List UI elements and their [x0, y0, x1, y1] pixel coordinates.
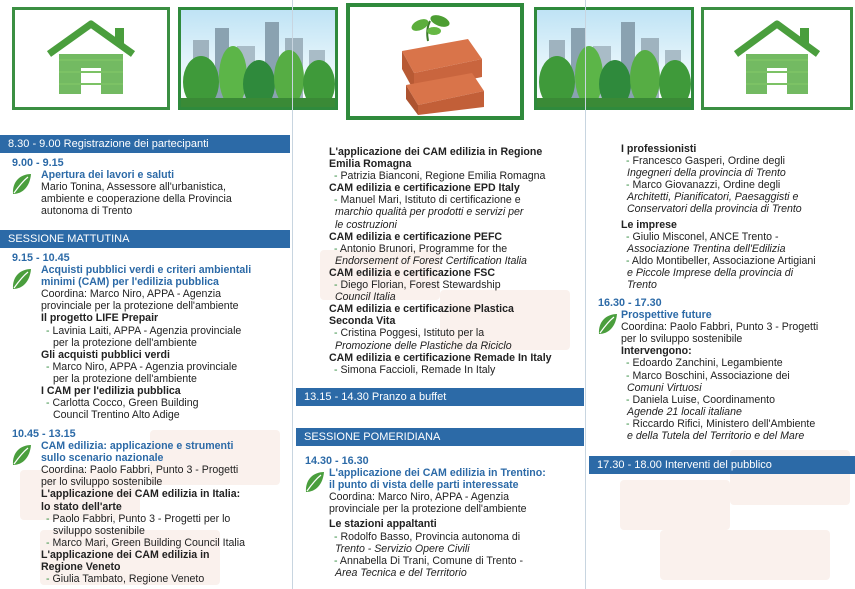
speaker-line: - Lavinia Laiti, APPA - Agenzia provinciale	[46, 324, 242, 337]
session-title: sullo scenario nazionale	[41, 452, 164, 465]
coordinator-line: Coordina: Marco Niro, APPA - Agenzia	[329, 491, 509, 504]
header-banner	[0, 0, 855, 120]
session-title: CAM edilizia: applicazione e strumenti	[41, 440, 234, 453]
stakeholders-block	[621, 143, 853, 291]
speaker-line: Agende 21 locali italiane	[627, 405, 742, 418]
speaker-line: Council Trentino Alto Adige	[53, 409, 180, 422]
leaf-icon	[10, 443, 32, 467]
speaker-line: - Manuel Mari, Istituto di certificazione e	[334, 194, 521, 207]
talk-title: CAM edilizia e certificazione FSC	[329, 266, 496, 279]
speaker-line: Associazione Trentina dell'Edilizia	[627, 242, 786, 255]
speaker-line: Trento - Servizio Opere Civili	[335, 542, 470, 555]
talk-title: CAM edilizia e certificazione EPD Italy	[329, 182, 520, 195]
morning-session-bar: SESSIONE MATTUTINA	[0, 230, 290, 248]
talk-title: L'applicazione dei CAM edilizia in Regione	[329, 146, 543, 158]
talk-title: I CAM per l'edilizia pubblica	[41, 385, 181, 398]
speaker-line: Area Tecnica e del Territorio	[335, 566, 467, 579]
leaf-icon	[303, 470, 325, 494]
speaker-line: e Piccole Imprese della provincia di	[627, 266, 794, 279]
brick-watermark	[620, 480, 730, 530]
speaker-line: Mario Tonina, Assessore all'urbanistica,	[41, 181, 226, 194]
speaker-line: Architetti, Pianificatori, Paesaggisti e	[627, 191, 799, 204]
speaker-line: - Marco Boschini, Associazione dei	[626, 369, 790, 382]
speaker-line: - Giulio Misconel, ANCE Trento -	[626, 230, 779, 243]
lunch-bar: 13.15 - 14.30 Pranzo a buffet	[296, 388, 584, 406]
group-title: I professionisti	[621, 143, 697, 155]
speaker-line: - Annabella Di Trani, Comune di Trento -	[334, 554, 524, 567]
speaker-line: - Antonio Brunori, Programme for the	[334, 242, 508, 255]
house-icon	[15, 10, 167, 107]
leaf-icon	[596, 312, 618, 336]
trentino-block	[305, 455, 585, 579]
talk-title: Il progetto LIFE Prepair	[41, 312, 159, 325]
speaker-line: autonoma di Trento	[41, 205, 133, 218]
coordinator-line: Coordina: Paolo Fabbri, Punto 3 - Progetti	[621, 321, 819, 334]
speaker-line: - Marco Giovanazzi, Ordine degli	[626, 179, 781, 192]
speaker-line: Ingegneri della provincia di Trento	[627, 167, 786, 180]
talk-title: L'applicazione dei CAM edilizia in	[41, 548, 210, 561]
afternoon-session-bar: SESSIONE POMERIDIANA	[296, 428, 584, 446]
talk-title: Gli acquisti pubblici verdi	[41, 348, 170, 361]
speaker-line: per la protezione dell'ambiente	[53, 372, 197, 385]
column-divider	[292, 0, 293, 589]
talk-title: Emilia Romagna	[329, 158, 412, 171]
leaf-icon	[10, 172, 32, 196]
speaker-line: - Diego Florian, Forest Stewardship	[334, 279, 501, 292]
speaker-line: - Paolo Fabbri, Punto 3 - Progetti per lo	[46, 512, 231, 525]
speaker-line: Promozione delle Plastiche da Riciclo	[335, 339, 512, 352]
brick-sprout-icon	[350, 7, 520, 116]
speaker-line: - Edoardo Zanchini, Legambiente	[626, 357, 783, 370]
speaker-line: - Aldo Montibeller, Associazione Artigiani	[626, 254, 816, 267]
coordinator-line: provinciale per la protezione dell'ambiente	[41, 300, 239, 313]
speaker-line: le costruzioni	[335, 218, 397, 231]
speaker-line: - Francesco Gasperi, Ordine degli	[626, 155, 785, 168]
speaker-line: marchio qualità per prodotti e servizi per	[335, 206, 524, 219]
coordinator-line: per lo sviluppo sostenibile	[41, 476, 163, 489]
speaker-line: - Patrizia Bianconi, Regione Emilia Romagna	[334, 170, 546, 183]
brick-tile	[346, 3, 524, 120]
session-title: Apertura dei lavori e saluti	[41, 169, 175, 182]
speaker-line: Council Italia	[335, 291, 396, 304]
leaf-icon	[10, 267, 32, 291]
coordinator-line: Coordina: Marco Niro, APPA - Agenzia	[41, 288, 221, 301]
session-title: minimi (CAM) per l'edilizia pubblica	[41, 276, 219, 289]
house-icon	[704, 10, 850, 107]
speaker-line: ambiente e cooperazione della Provincia	[41, 193, 232, 206]
talk-title: Seconda Vita	[329, 315, 396, 328]
house-tile	[701, 7, 853, 110]
registration-bar: 8.30 - 9.00 Registrazione dei partecipanti	[0, 135, 290, 153]
session-title: il punto di vista delle parti interessate	[329, 479, 519, 492]
house-tile	[12, 7, 170, 110]
speaker-line: - Simona Faccioli, Remade In Italy	[334, 363, 496, 376]
opening-block	[12, 157, 287, 217]
cam-regions-block	[329, 146, 583, 376]
brick-watermark	[660, 530, 830, 580]
speaker-line: - Daniela Luise, Coordinamento	[626, 393, 775, 406]
talk-title: CAM edilizia e certificazione Remade In Italy	[329, 351, 552, 364]
speaker-line: Endorsement of Forest Certification Italia	[335, 254, 527, 267]
talk-title: Regione Veneto	[41, 561, 121, 574]
session-title: L'applicazione dei CAM edilizia in Trentino:	[329, 467, 546, 480]
column-divider	[585, 0, 586, 589]
public-discussion-bar: 17.30 - 18.00 Interventi del pubblico	[589, 456, 855, 474]
coordinator-line: Coordina: Paolo Fabbri, Punto 3 - Progetti	[41, 464, 239, 477]
gpp-block	[12, 252, 290, 421]
speaker-line: e della Tutela del Territorio e del Mare	[627, 430, 805, 443]
city-icon	[181, 10, 335, 107]
coordinator-line: provinciale per la protezione dell'ambiente	[329, 503, 527, 516]
time-label: 9.00 - 9.15	[12, 157, 64, 169]
talk-title: Le stazioni appaltanti	[329, 518, 437, 531]
talk-title: CAM edilizia e certificazione PEFC	[329, 230, 503, 243]
session-title: Acquisti pubblici verdi e criteri ambientali	[41, 264, 252, 277]
speaker-line: per la protezione dell'ambiente	[53, 336, 197, 349]
time-label: 10.45 - 13.15	[12, 428, 76, 440]
speaker-line: Conservatori della provincia di Trento	[627, 203, 802, 216]
talk-title: Intervengono:	[621, 345, 692, 358]
city-tile	[178, 7, 338, 110]
cam-national-block	[12, 428, 290, 585]
city-icon	[537, 10, 691, 107]
speaker-line: Trento	[627, 279, 657, 292]
speaker-line: - Carlotta Cocco, Green Building	[46, 397, 199, 410]
speaker-line: sviluppo sostenibile	[53, 524, 145, 537]
speaker-line: - Marco Mari, Green Building Council Italia	[46, 536, 246, 549]
time-label: 16.30 - 17.30	[598, 297, 662, 309]
speaker-line: Comuni Virtuosi	[627, 381, 702, 394]
talk-title: lo stato dell'arte	[41, 500, 122, 513]
speaker-line: - Rodolfo Basso, Provincia autonoma di	[334, 530, 521, 543]
time-label: 14.30 - 16.30	[305, 455, 369, 467]
city-tile	[534, 7, 694, 110]
future-block	[598, 297, 854, 442]
talk-title: CAM edilizia e certificazione Plastica	[329, 303, 514, 316]
talk-title: L'applicazione dei CAM edilizia in Italia:	[41, 488, 241, 501]
session-title: Prospettive future	[621, 309, 712, 322]
group-title: Le imprese	[621, 218, 677, 231]
speaker-line: - Cristina Poggesi, Istituto per la	[334, 327, 485, 340]
coordinator-line: per lo sviluppo sostenibile	[621, 333, 743, 346]
speaker-line: - Riccardo Rifici, Ministero dell'Ambiente	[626, 417, 816, 430]
time-label: 9.15 - 10.45	[12, 252, 70, 264]
speaker-line: - Giulia Tambato, Regione Veneto	[46, 573, 205, 586]
speaker-line: - Marco Niro, APPA - Agenzia provinciale	[46, 360, 238, 373]
